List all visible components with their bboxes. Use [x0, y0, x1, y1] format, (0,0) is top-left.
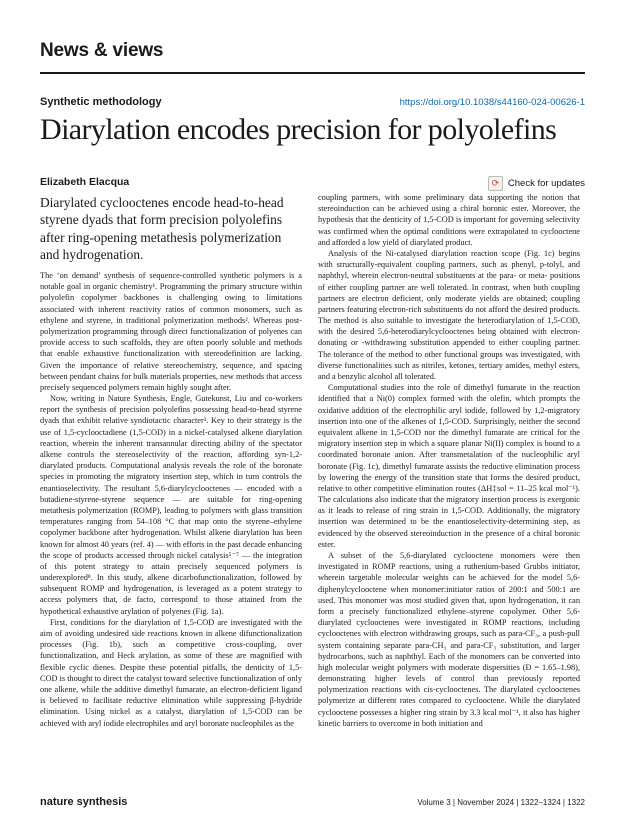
- paragraph: coupling partners, with some preliminary data supporting the notion that stereoinduction can be achieved using a chiral boronic ester. Moreover, the hypothesis that the denticity of 1,5-COD is important for governing selectivity was confirmed when the optimal conditions were extrapolated to cyclooctene and afforded a low yield of diarylated product.: [318, 193, 580, 247]
- paragraph: First, conditions for the diarylation of 1,5-COD are investigated with the aim of avoiding undesired side reactions known in alkene difunctionalization processes (Fig. 1b), such as competitive cross-coupling, over functionalization, and Heck arylation, as some of these are magnified with flexible cyclic dienes. Despite these potential pitfalls, the denticity of 1,5-COD is thought to direct the catalyst toward selective functionalization of only one alkene, while the additive dimethyl fumarate, an electron-deficient ligand is believed to facilitate reductive elimination while suppressing β-hydride elimination. Using nickel as a catalyst, diarylation of 1,5-COD can be achieved with aryl iodide electrophiles and aryl boronate nucleophiles as the: [40, 617, 302, 728]
- check-for-updates-button[interactable]: [488, 176, 585, 191]
- paragraph: Computational studies into the role of dimethyl fumarate in the reaction identified that a Ni(0) complex formed with the olefin, which prompts the oxidative addition of the electrophilic aryl iodide, followed by 1,2-migratory insertion into one of the alkenes of 1,5-COD. Surprisingly, neither the second equivalent alkene in 1,5-COD nor the dimethyl fumarate are critical for the migratory insertion step in which a square planar Ni(II) complex is bound to a coordinated boronate anion. After transmetalation of the nucleophilic aryl boronate (Fig. 1c), dimethyl fumarate assists the reductive elimination process by lowering the energy of the transition state that forms the desired product, relative to other competitive elimination routes (ΔH‡sol = 11–25 kcal mol⁻¹). The calculations also indicate that the migratory insertion process is exergonic as it leads to release of ring strain in 1,5-COD. Additionally, the migratory insertion was determined to be the enantioselectivity-determining step, as evidenced by the observed stereoinduction in the presence of a chiral boronic ester.: [318, 383, 580, 549]
- paragraph: Now, writing in Nature Synthesis, Engle, Gutekunst, Liu and co-workers report the synthesis of precision polyolefins possessing head-to-head styrene dyads that exhibit relative syndiotactic character³. Key to their strategy is the use of 1,5-cyclooctadiene (1,5-COD) in a nickel-catalysed alkene diarylation reaction, wherein the inherent transannular directing ability of the spectator alkene controls the stereoselectivity of the reaction, affording syn-1,2-diarylated products. Computational analysis reveals the role of the boronate species in promoting the migratory insertion step, which in turn controls the enantioselectivity. The resultant 5,6-diarylcyclooctenes — encoded with a butadiene-styrene-styrene sequence — are suitable for ring-opening metathesis polymerization (ROMP), leading to polymers with glass transition temperatures ranging from 54–108 °C that map onto the styrene–ethylene copolymer backbone after hydrogenation. Whilst alkene diarylation has been known for almost 40 years (ref. 4) — with efforts in the past decade enhancing the scope of products accessed through nickel catalysis⁵⁻⁷ — the integration of this potent strategy to attain precisely sequenced polymers is underexplored⁸. In this study, alkene dicarbofunctionalization, followed by subsequent ROMP and hydrogenation, is leveraged as a potent strategy to access polymers that, de facto, correspond to those attained from the hypothetical exhaustive arylation of polyenes (Fig. 1a).: [40, 394, 302, 616]
- doi-link[interactable]: https://doi.org/10.1038/s44160-024-00626-1: [399, 97, 585, 108]
- header-divider: [40, 72, 585, 74]
- footer-volume-info: Volume 3 | November 2024 | 1322–1324 | 1322: [417, 798, 585, 807]
- brand-title: News & views: [40, 40, 164, 61]
- check-updates-label: Check for updates: [507, 178, 585, 189]
- paragraph: The ‘on demand’ synthesis of sequence-controlled synthetic polymers is a notable goal in organic chemistry¹. Programming the primary structure within polyolefin copolymer backbones is challenging owing to limitations associated with inherent reactivity ratios of common monomers, such as ethylene and styrene, in traditional polymerization methods². Whereas post-polymerization programming through direct functionalization of polyenes can provide access to such scaffolds, they are often poorly soluble and methods that enable exhaustive functionalization with stereodefinition are lacking. Given the importance of relative stereochemistry, sequence, and spacing between pendant chains for bulk materials properties, new methods that access precisely sequenced polymers remain highly sought after.: [40, 271, 302, 392]
- body-column-left: [40, 270, 302, 790]
- check-updates-icon: ⟳: [488, 176, 503, 191]
- article-title: Diarylation encodes precision for polyolefins: [40, 113, 557, 146]
- paragraph: Analysis of the Ni-catalysed diarylation reaction scope (Fig. 1c) begins with structurally-equivalent coupling partners, such as phenyl, p-tolyl, and naphthyl, wherein electron-neutral substituents at the para- or meta- positions of either coupling partner are well tolerated. In contrast, when both coupling partners are electron deficient, only moderate yields are obtained; coupling partners featuring electron-rich substituents do not afford the desired products. The method is also suitable to investigate the heterodiarylation of 1,5-COD, with the desired 5,6-heterodiarylcyclooctenes being obtained with electron-donating or -withdrawing substitution appended to either coupling partner. The tolerance of the method to other functional groups was investigated, with diverse functionalities such as nitriles, ketones, tertiary amides, methyl esters, and a benzylic alcohol all tolerated.: [318, 248, 580, 381]
- paragraph: A subset of the 5,6-diarylated cyclooctene monomers were then investigated in ROMP reactions, using a ruthenium-based Grubbs initiator, wherein targetable molecular weights can be achieved for the model 5,6-diphenylcyclooctene when monomer:initiator ratios of 200:1 and 500:1 are used. This monomer was most studied given that, upon hydrogenation, it can form a precisely functionalized ethylene–styrene copolymer. Other 5,6-diarylated cyclooctenes were investigated in ROMP reactions, including cyclooctenes with electron withdrawing groups, such as para-CF₃, a push-pull system containing separate para-CH₃ and para-CF₃ substitution, and larger hydrocarbons, such as naphthyl. Each of the monomers can be converted into high molecular weight polymers with moderate dispersities (Đ = 1.65–1.98), demonstrating higher levels of control than previously reported polymerization reactions with cis-cyclooctenes. The diarylated cyclooctenes polymerize at different rates compared to cyclooctene. While the diarylated cyclooctene possesses a higher ring strain by 3.3 kcal mol⁻¹, it also has higher kinetic barriers to overcome in both initiation and: [318, 551, 580, 728]
- standfirst: Diarylated cyclooctenes encode head-to-head styrene dyads that form precision polyolefins after ring-opening metathesis polymerization and hydrogenation.: [40, 195, 284, 263]
- body-column-right: [318, 192, 580, 792]
- section-label: Synthetic methodology: [40, 96, 162, 108]
- author-name: Elizabeth Elacqua: [40, 176, 130, 188]
- journal-logo: nature synthesis: [40, 796, 128, 808]
